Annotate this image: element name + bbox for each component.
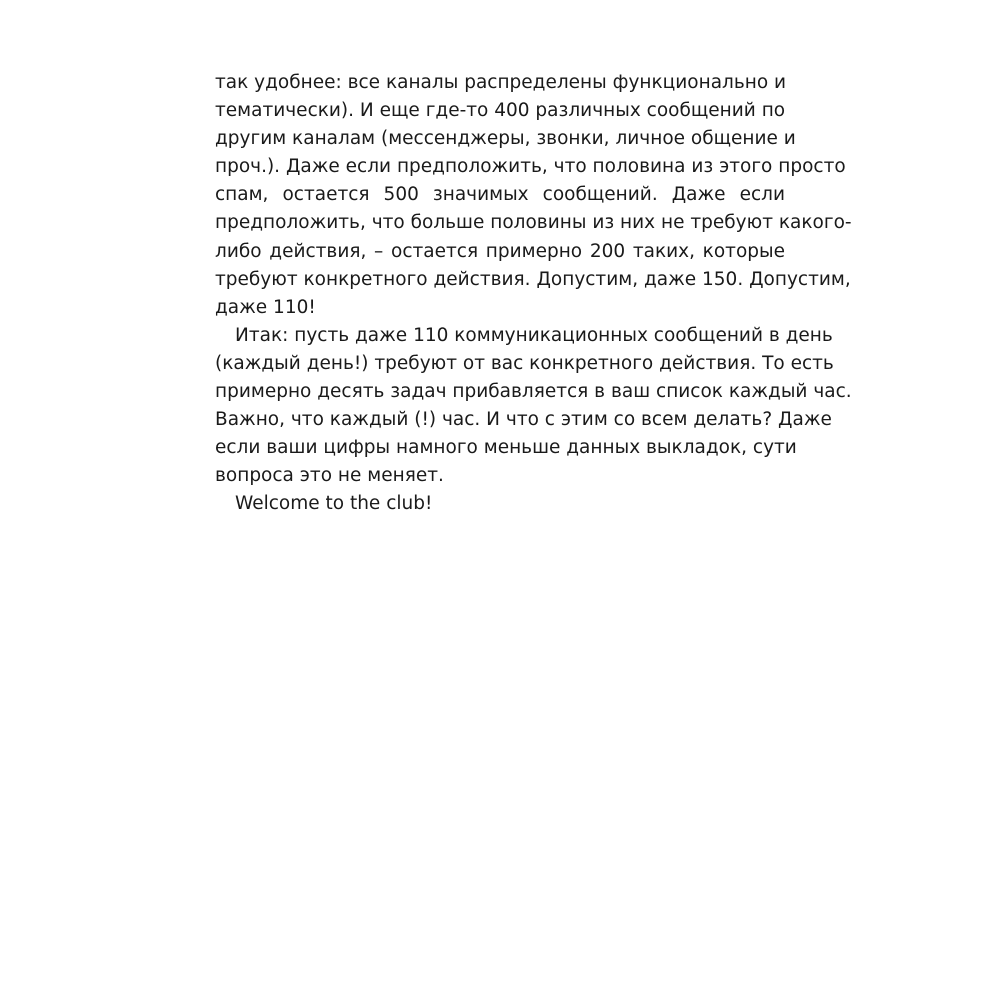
body-text (215, 69, 852, 519)
text-line: другим каналам (мессенджеры, звонки, личное общение и (215, 128, 796, 150)
paragraph-2 (215, 322, 852, 491)
text-line: даже 110! (215, 296, 316, 318)
text-line: проч.). Даже если предположить, что половина из этого просто (215, 156, 846, 178)
text-line: (каждый день!) требуют от вас конкретного действия. То есть (215, 352, 834, 374)
text-line: Важно, что каждый (!) час. И что с этим со всем делать? Даже (215, 409, 832, 431)
text-line: требуют конкретного действия. Допустим, даже 150. Допустим, (215, 268, 851, 290)
text-line: либо действия, – остается примерно 200 таких, которые (215, 240, 785, 262)
text-line: примерно десять задач прибавляется в ваш список каждый час. (215, 381, 852, 403)
text-line: Итак: пусть даже 110 коммуникационных сообщений в день (235, 324, 833, 346)
text-line: вопроса это не меняет. (215, 465, 444, 487)
text-line: Welcome to the club! (235, 493, 433, 515)
text-line: спам, остается 500 значимых сообщений. Даже если (215, 184, 785, 206)
text-line: предположить, что больше половины из них не требуют какого- (215, 212, 852, 234)
paragraph-3 (215, 490, 785, 518)
text-line: если ваши цифры намного меньше данных выкладок, сути (215, 437, 797, 459)
text-line: так удобнее: все каналы распределены функционально и (215, 72, 787, 93)
paragraph-1 (215, 69, 852, 322)
text-line: тематически). И еще где-то 400 различных сообщений по (215, 100, 786, 122)
